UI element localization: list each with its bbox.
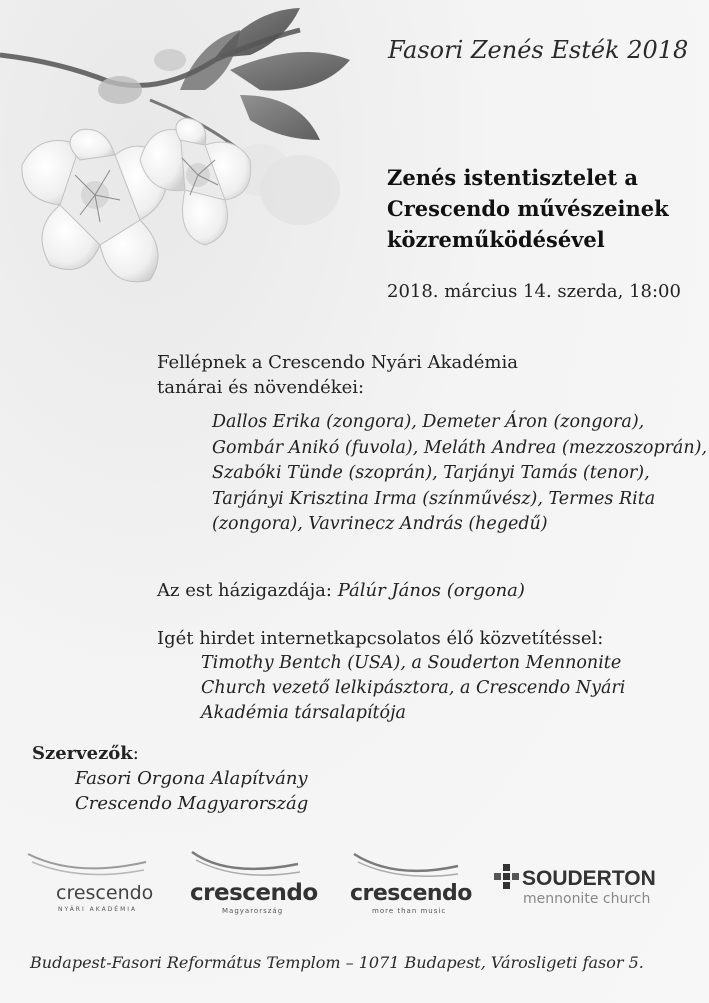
performers-line: Dallos Erika (zongora), Demeter Áron (zongora), [212, 412, 645, 432]
series-title: Fasori Zenés Esték 2018 [388, 36, 689, 64]
performers-intro [157, 350, 518, 400]
performers-line: Tarjányi Krisztina Irma (színművész), Termes Rita [212, 488, 656, 509]
host-label: Az est házigazdája: [157, 580, 338, 601]
sermon-line: Church vezető lelkipásztora, a Crescendo Nyári [201, 678, 626, 698]
event-title-line: Crescendo művészeinek [387, 196, 669, 221]
host [157, 578, 525, 603]
logo-sub: NYÁRI AKADÉMIA [58, 906, 138, 913]
cherry-blossom-image [0, 0, 420, 320]
event-title-line: közreműködésével [387, 227, 605, 252]
crescendo-more-logo [350, 848, 472, 918]
sermon-line: Akadémia társalapítója [201, 703, 406, 723]
event-date: 2018. március 14. szerda, 18:00 [387, 281, 681, 302]
performers-line: (zongora), Vavrinecz András (hegedű) [212, 514, 548, 535]
logo-word: crescendo [190, 880, 318, 906]
organizers-heading: Szervezők [32, 743, 133, 764]
flower-right [140, 118, 251, 245]
performers-line: Gombár Anikó (fuvola), Meláth Andrea (mezzoszoprán), [212, 437, 708, 458]
footer-address: Budapest-Fasori Református Templom – 1071 Budapest, Városligeti fasor 5. [30, 953, 644, 972]
logo-sub: more than music [372, 907, 447, 915]
performers-intro-line: Fellépnek a Crescendo Nyári Akadémia [157, 352, 518, 373]
logo-word: crescendo [350, 881, 472, 906]
event-title-line: Zenés istentisztelet a [387, 165, 639, 190]
organizers [32, 741, 308, 816]
organizer-item: Fasori Orgona Alapítvány [75, 768, 308, 789]
souderton-logo [494, 848, 680, 918]
performers-line: Szabóki Tünde (szoprán), Tarjányi Tamás (tenor), [212, 463, 650, 484]
event-title [387, 162, 697, 255]
logo-sub: mennonite church [523, 891, 651, 907]
logo-sub: Magyarország [222, 907, 284, 915]
organizers-colon: : [132, 743, 139, 764]
sermon-line: Timothy Bentch (USA), a Souderton Mennonite [201, 653, 622, 673]
logo-word: crescendo [56, 882, 154, 904]
cross-icon [494, 864, 520, 894]
organizer-item: Crescendo Magyarország [75, 793, 309, 814]
performers-list [212, 410, 707, 538]
crescendo-hungary-logo [188, 848, 318, 918]
performers-intro-line: tanárai és növendékei: [157, 377, 365, 398]
logo-word: SOUDERTON [522, 867, 656, 890]
crescendo-academy-logo [26, 848, 154, 918]
sermon-intro: Igét hirdet internetkapcsolatos élő közvetítéssel: [157, 628, 604, 649]
host-name: Pálúr János (orgona) [337, 580, 525, 601]
sermon [157, 626, 625, 726]
